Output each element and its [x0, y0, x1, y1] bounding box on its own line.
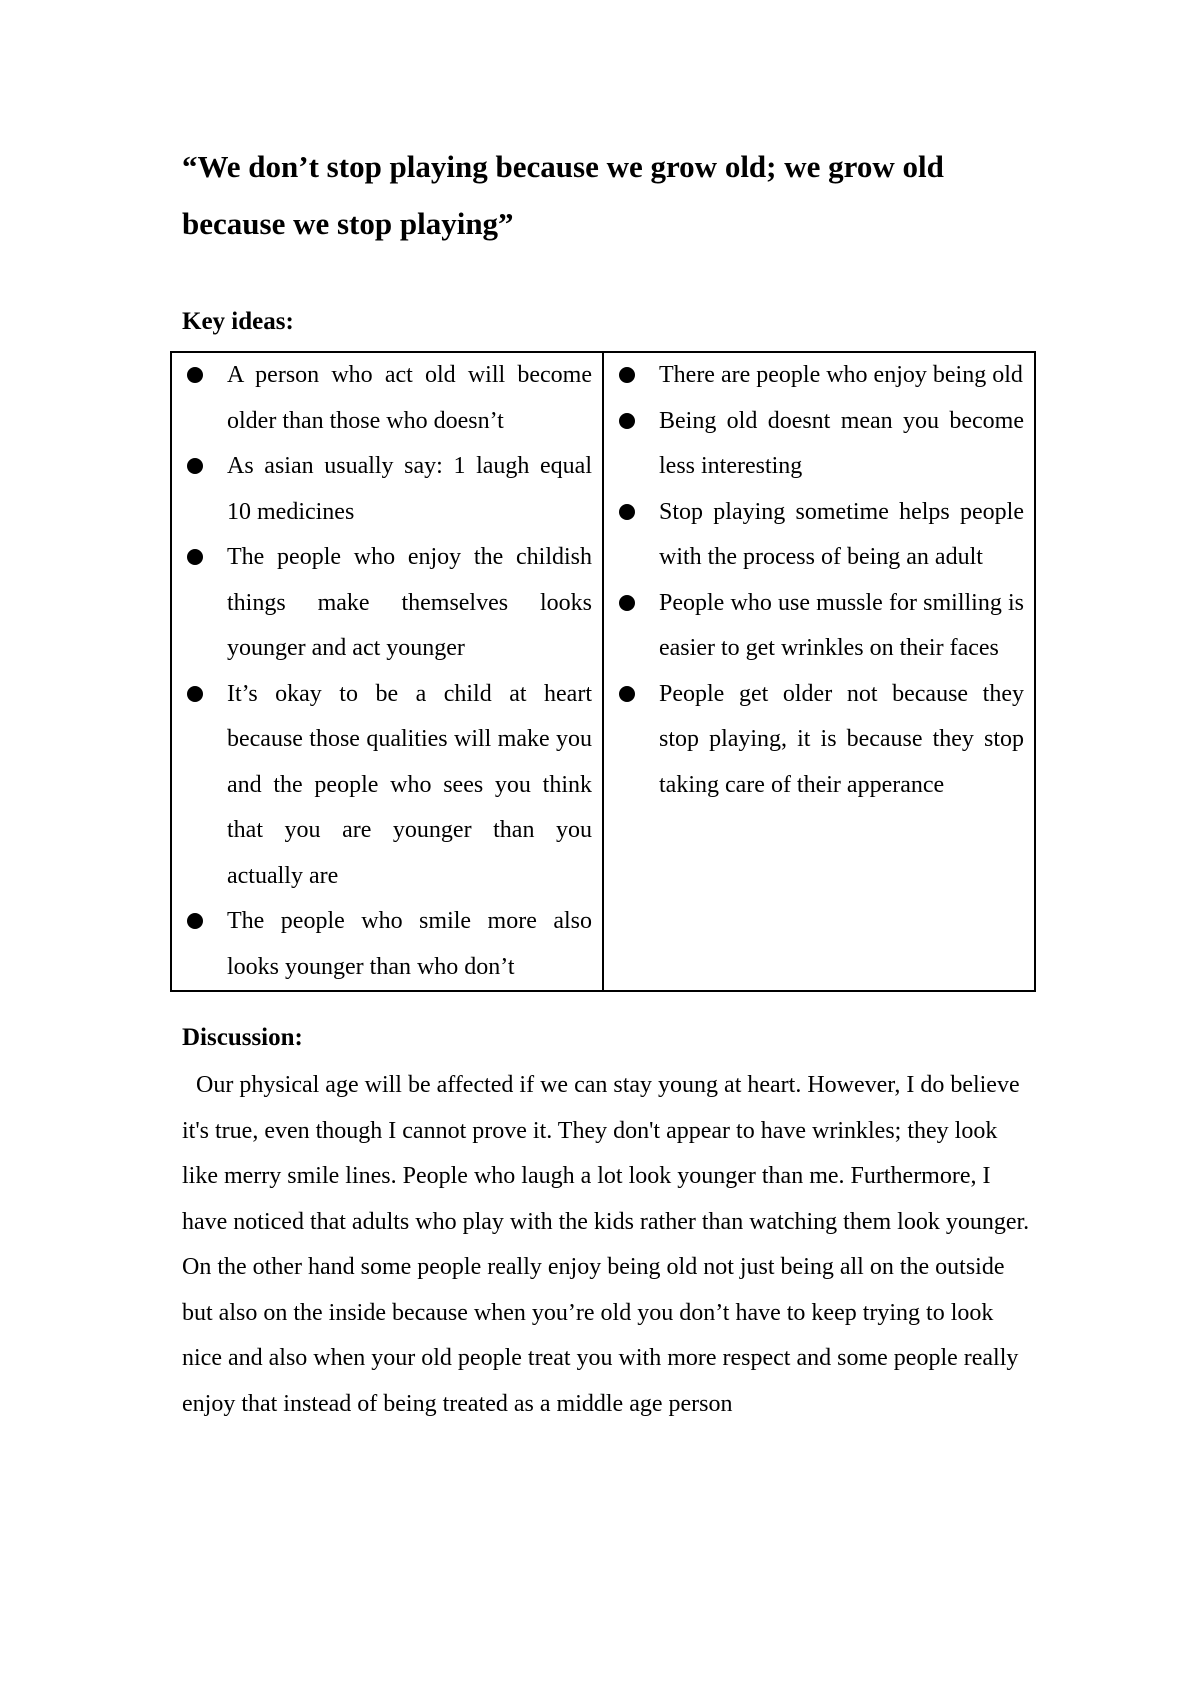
- idea-text: As asian usually say: 1 laugh equal 10 medicines: [227, 453, 592, 525]
- quote-title: [182, 138, 1042, 252]
- list-item: [172, 672, 592, 900]
- bullet-icon: [187, 458, 203, 474]
- list-item: [172, 444, 592, 535]
- list-item: [604, 353, 1024, 399]
- left-ideas-list: [172, 353, 602, 990]
- discussion-paragraph-2: On the other hand some people really enjoy being old not just being all on the outside but also on the inside because when you’re old you don’t have to keep trying to look nice and also when your old people treat you with more respect and some people really enjoy that instead of being treated as a middle age person: [182, 1254, 1019, 1417]
- idea-text: It’s okay to be a child at heart because those qualities will make you and the people who sees you think that you are younger than you actually are: [227, 680, 592, 889]
- quote-line-1: “We don’t stop playing because we grow old; we grow old: [182, 149, 944, 184]
- bullet-icon: [619, 367, 635, 383]
- bullet-icon: [619, 504, 635, 520]
- list-item: [172, 899, 592, 990]
- quote-line-2: because we stop playing”: [182, 206, 514, 241]
- idea-text: People who use mussle for smilling is easier to get wrinkles on their faces: [659, 589, 1024, 661]
- bullet-icon: [187, 686, 203, 702]
- idea-text: People get older not because they stop playing, it is because they stop taking care of their apperance: [659, 680, 1024, 798]
- bullet-icon: [187, 367, 203, 383]
- list-item: [172, 535, 592, 672]
- key-ideas-table: [170, 351, 1036, 992]
- list-item: [172, 353, 592, 444]
- key-ideas-right-column: [603, 352, 1035, 991]
- key-ideas-heading: Key ideas:: [182, 308, 294, 335]
- discussion-body: [182, 1063, 1030, 1427]
- list-item: [604, 399, 1024, 490]
- bullet-icon: [187, 913, 203, 929]
- list-item: [604, 581, 1024, 672]
- discussion-heading: Discussion:: [182, 1024, 303, 1051]
- key-ideas-left-column: [171, 352, 603, 991]
- bullet-icon: [187, 549, 203, 565]
- list-item: [604, 490, 1024, 581]
- idea-text: The people who smile more also looks younger than who don’t: [227, 908, 592, 980]
- bullet-icon: [619, 686, 635, 702]
- bullet-icon: [619, 595, 635, 611]
- right-ideas-list: [604, 353, 1034, 808]
- list-item: [604, 672, 1024, 809]
- idea-text: Being old doesnt mean you become less interesting: [659, 407, 1024, 479]
- idea-text: There are people who enjoy being old: [659, 362, 1023, 388]
- bullet-icon: [619, 413, 635, 429]
- idea-text: Stop playing sometime helps people with the process of being an adult: [659, 498, 1024, 570]
- discussion-paragraph-1: Our physical age will be affected if we can stay young at heart. However, I do believe it's true, even though I cannot prove it. They don't appear to have wrinkles; they look like merry smile lines. People who laugh a lot look younger than me. Furthermore, I have noticed that adults who play with the kids rather than watching them look younger.: [182, 1072, 1030, 1235]
- idea-text: A person who act old will become older than those who doesn’t: [227, 362, 592, 434]
- idea-text: The people who enjoy the childish things make themselves looks younger and act younger: [227, 544, 592, 661]
